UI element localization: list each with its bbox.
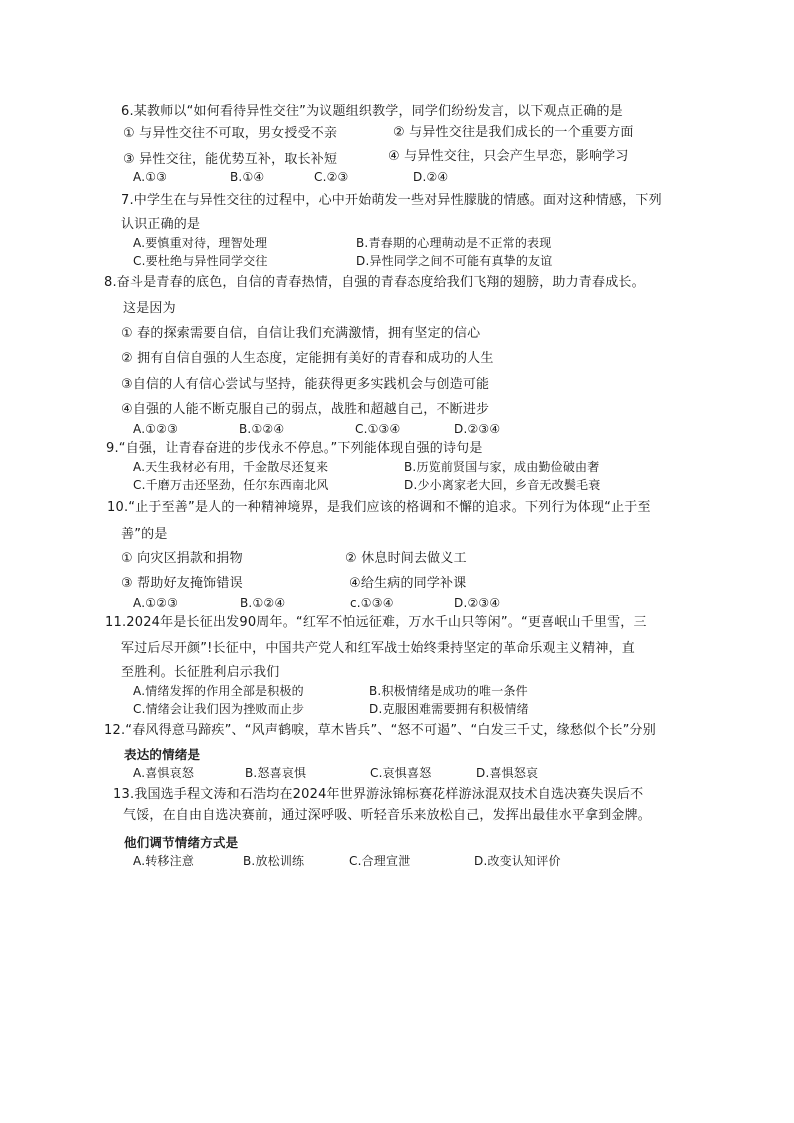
question-stem: 气馁，在自由自选决赛前，通过深呼吸、听轻音乐来放松自己，发挥出最佳水平拿到金牌。 [123, 808, 652, 823]
option-d: D.少小离家老大回，乡音无改鬓毛衰 [404, 478, 601, 492]
statement: ② 休息时间去做义工 [345, 551, 467, 566]
option-a: A.①②③ [133, 422, 179, 436]
question-stem: 他们调节情绪方式是 [124, 835, 239, 850]
statement: ② 与异性交往是我们成长的一个重要方面 [393, 125, 634, 140]
question-stem: 11.2024年是长征出发90周年。“红军不怕远征难，万水千山只等闲”。“更喜岷山千里雪，三 [105, 615, 647, 630]
option-a: A.①②③ [133, 596, 179, 610]
question-stem: 这是因为 [123, 301, 176, 316]
question-stem: 善”的是 [121, 527, 168, 542]
option-c: C.②③ [314, 170, 349, 184]
option-d: D.改变认知评价 [474, 854, 561, 868]
option-a: A.转移注意 [133, 854, 195, 868]
statement: ③ 异性交往，能优势互补，取长补短 [123, 152, 338, 167]
statement: ① 与异性交往不可取，男女授受不亲 [123, 126, 338, 141]
option-a: A.喜惧哀怒 [133, 766, 195, 780]
question-stem: 9.“自强，让青春奋进的步伐永不停息。”下列能体现自强的诗句是 [106, 441, 483, 456]
option-c: C.哀惧喜怒 [370, 766, 432, 780]
option-a: A.情绪发挥的作用全部是积极的 [133, 684, 304, 698]
question-stem: 认识正确的是 [121, 217, 201, 232]
statement: ④自强的人能不断克服自己的弱点，战胜和超越自己，不断进步 [121, 402, 490, 417]
option-c: c.①③④ [350, 596, 394, 610]
option-b: B.放松训练 [243, 854, 305, 868]
question-stem: 表达的情绪是 [124, 747, 201, 762]
option-b: B.①②④ [239, 422, 285, 436]
option-b: B.①②④ [240, 596, 286, 610]
option-a: A.天生我材必有用，千金散尽还复来 [133, 460, 329, 474]
option-c: C.要杜绝与异性同学交往 [133, 254, 268, 268]
question-stem: 12.“春风得意马蹄疾”、“风声鹤唳，草木皆兵”、“怒不可遏”、“白发三千丈，缘愁似个长”分别 [104, 723, 656, 738]
option-d: D.②③④ [454, 422, 501, 436]
option-b: B.历览前贤国与家，成由勤俭破由奢 [404, 460, 600, 474]
option-c: C.情绪会让我们因为挫败而止步 [133, 702, 305, 716]
option-b: B.积极情绪是成功的唯一条件 [369, 684, 528, 698]
option-d: D.②④ [413, 170, 449, 184]
statement: ③自信的人有信心尝试与坚持，能获得更多实践机会与创造可能 [121, 377, 490, 392]
question-stem: 6.某教师以“如何看待异性交往”为议题组织教学，同学们纷纷发言，以下观点正确的是 [121, 104, 623, 119]
option-d: D.克服困难需要拥有积极情绪 [369, 702, 529, 716]
option-c: C.合理宣泄 [349, 854, 411, 868]
option-c: C.①③④ [355, 422, 401, 436]
option-d: D.异性同学之间不可能有真挚的友谊 [356, 254, 553, 268]
option-b: B.青春期的心理萌动是不正常的表现 [356, 236, 552, 250]
option-a: A.要慎重对待，理智处理 [133, 236, 268, 250]
option-d: D.②③④ [454, 596, 501, 610]
option-b: B.①④ [230, 170, 265, 184]
option-a: A.①③ [133, 170, 168, 184]
question-stem: 10.“止于至善”是人的一种精神境界，是我们应该的格调和不懈的追求。下列行为体现“止于至 [107, 500, 651, 515]
question-stem: 军过后尽开颜”!长征中，中国共产党人和红军战士始终秉持坚定的革命乐观主义精神，直 [121, 641, 635, 656]
question-stem: 8.奋斗是青春的底色，自信的青春热情，自强的青春态度给我们飞翔的翅膀，助力青春成长。 [104, 275, 645, 290]
question-stem: 至胜利。长征胜利启示我们 [121, 665, 280, 680]
statement: ② 拥有自信自强的人生态度，定能拥有美好的青春和成功的人生 [121, 351, 494, 366]
option-c: C.千磨万击还坚劲，任尔东西南北风 [133, 478, 329, 492]
option-b: B.怒喜哀惧 [245, 766, 307, 780]
question-stem: 7.中学生在与异性交往的过程中，心中开始萌发一些对异性朦胧的情感。面对这种情感，下列 [121, 193, 662, 208]
statement: ① 向灾区捐款和捐物 [121, 551, 243, 566]
statement: ① 春的探索需要自信，自信让我们充满激情，拥有坚定的信心 [121, 326, 481, 341]
statement: ④ 与异性交往，只会产生早恋，影响学习 [388, 149, 629, 164]
question-stem: 13.我国选手程文涛和石浩均在2024年世界游泳锦标赛花样游泳混双技术自选决赛失误后不 [113, 787, 644, 802]
statement: ④给生病的同学补课 [349, 576, 467, 591]
statement: ③ 帮助好友掩饰错误 [121, 576, 243, 591]
option-d: D.喜惧怒哀 [476, 766, 539, 780]
